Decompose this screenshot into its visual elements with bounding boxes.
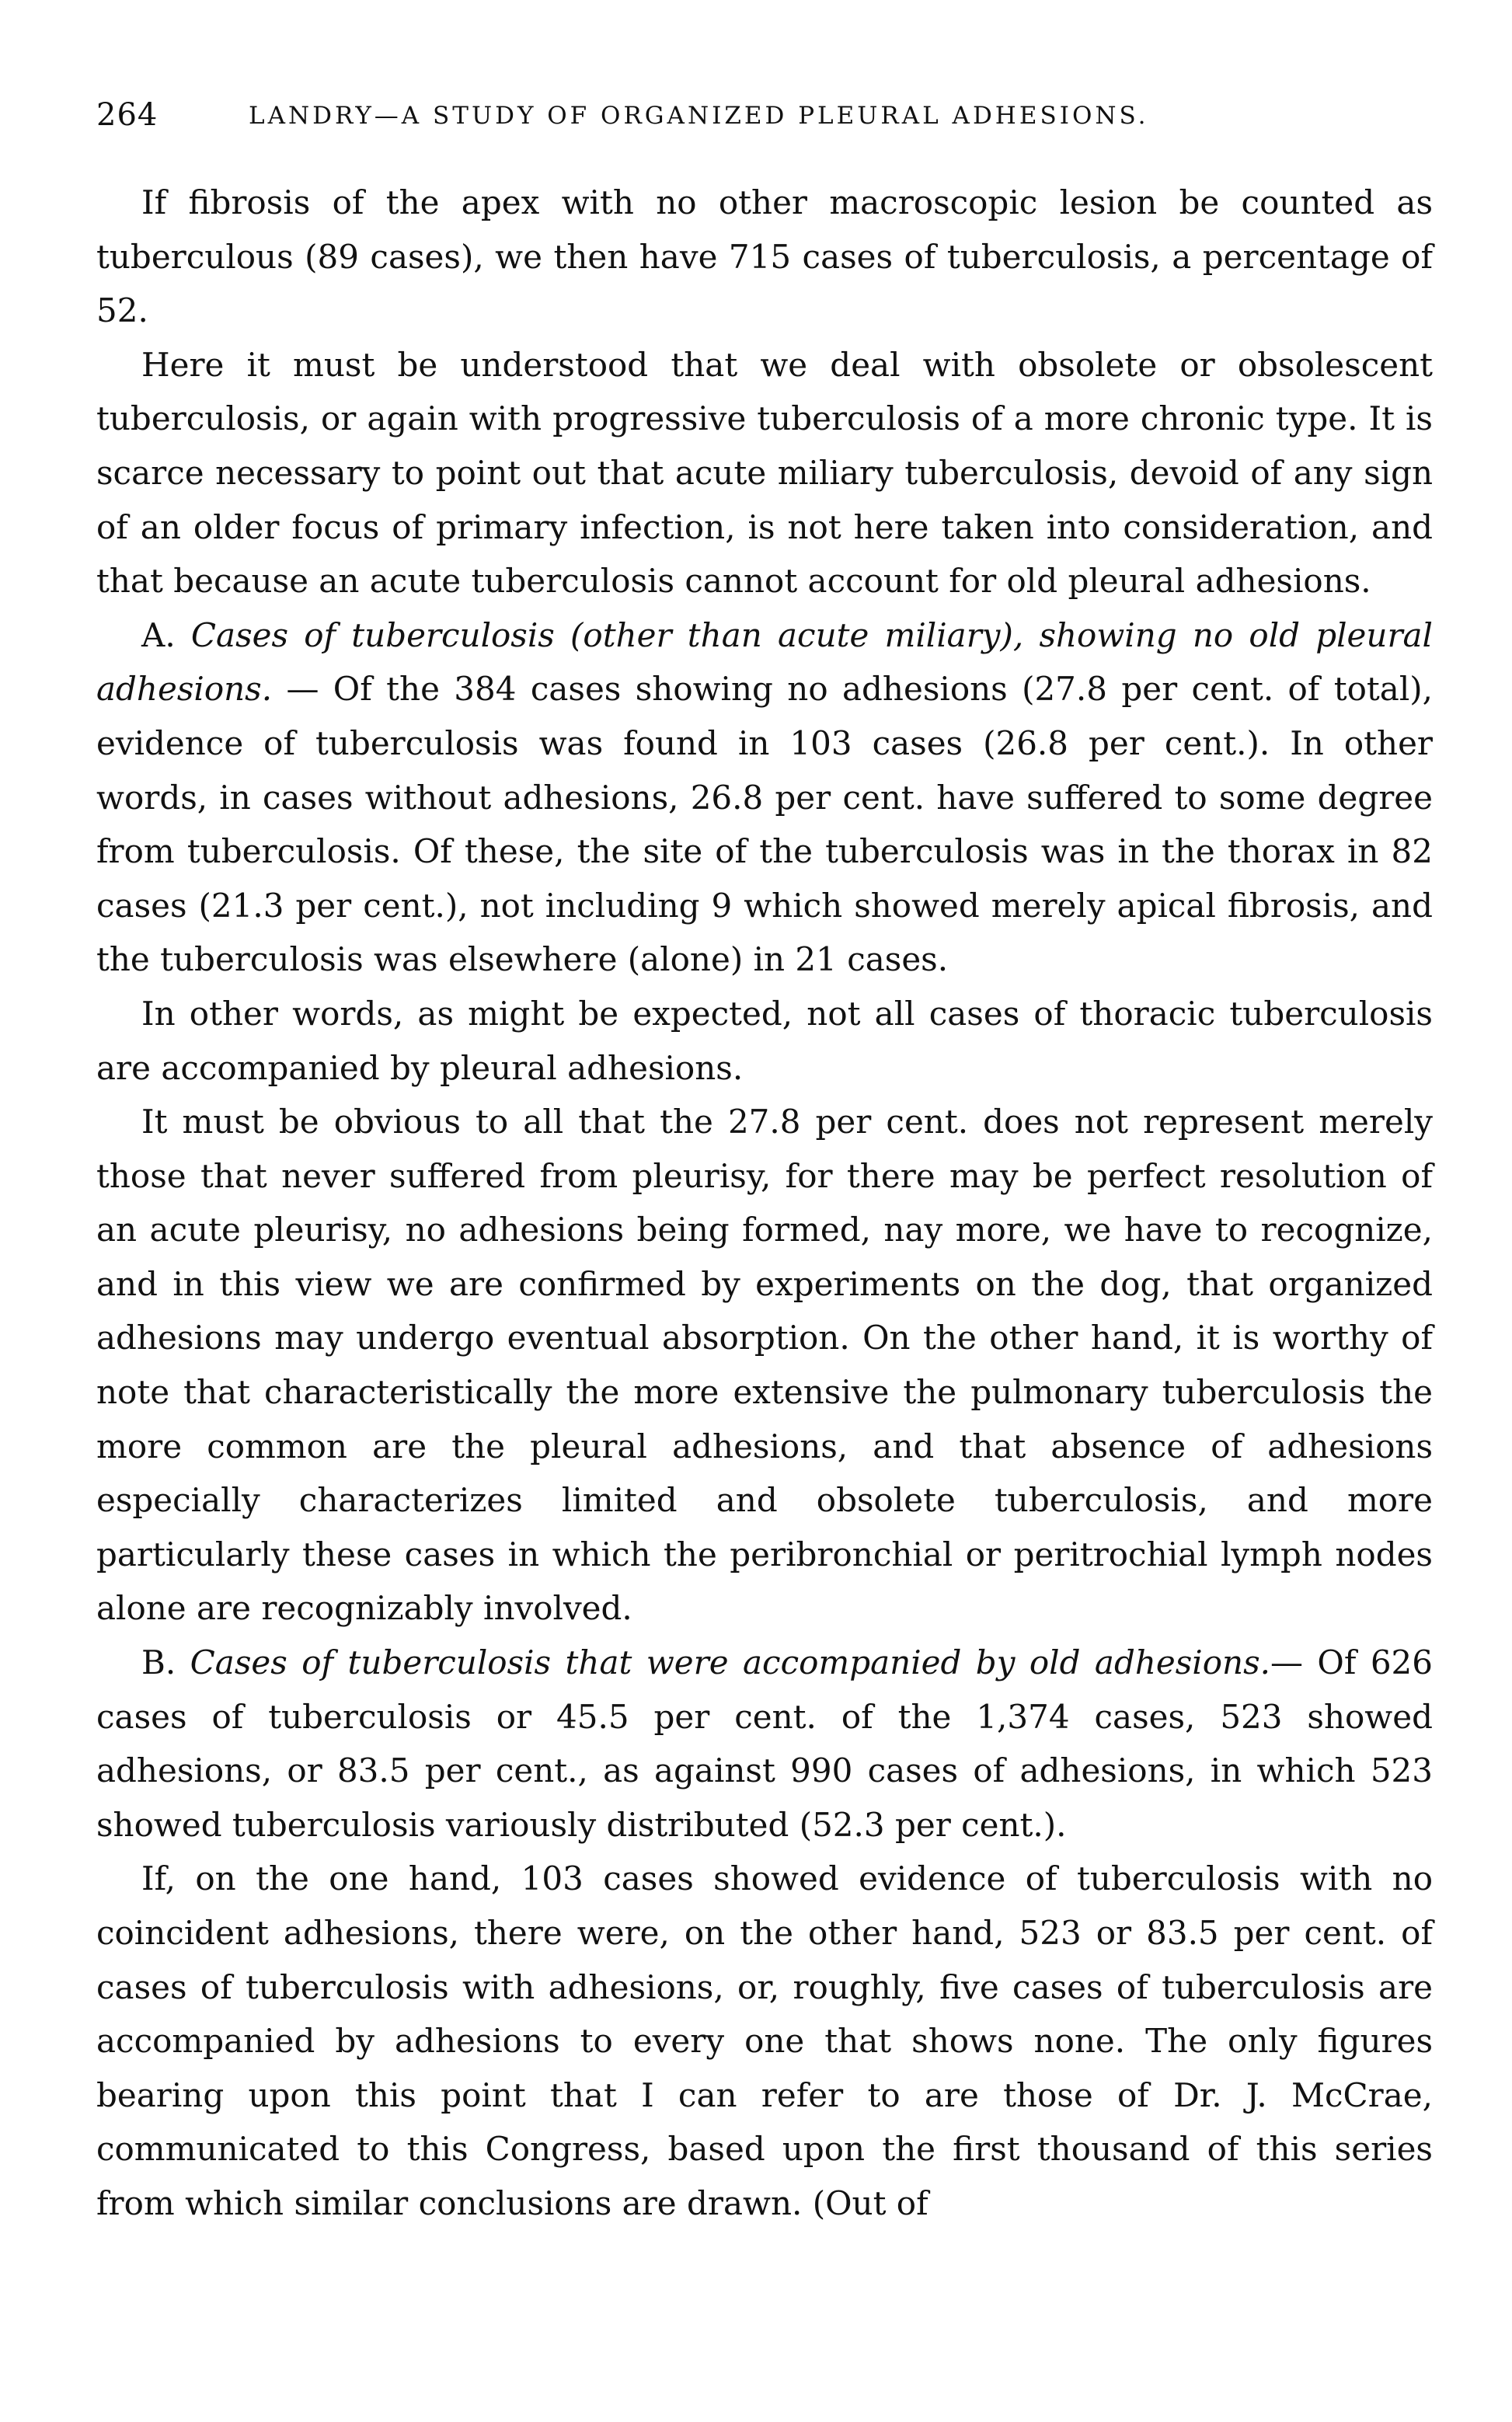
section-b-paragraph [96, 1636, 1433, 1852]
paragraph-mccrae-figures [96, 1852, 1433, 2230]
page-number: 264 [96, 97, 159, 133]
paragraph-text: If fibrosis of the apex with no other macroscopic lesion be counted as tuberculous (89 cases), we then have 715 cases of tuberculosis, a percentage of 52. [96, 183, 1433, 330]
paragraph-pleurisy-resolution [96, 1095, 1433, 1636]
paragraph-text: — Of the 384 cases showing no adhesions (27.8 per cent. of total), evidence of tuberculosis was found in 103 cases (26.8 per cent.). In other words, in cases without adhesions, 26.8 per cent. have suffered to some degree from tuberculosis. Of these, the site of the tuberculosis was in the thorax in 82 cases (21.3 per cent.), not including 9 which showed merely apical fibrosis, and the tuberculosis was elsewhere (alone) in 21 cases. [96, 670, 1433, 979]
running-head: LANDRY—A STUDY OF ORGANIZED PLEURAL ADHESIONS. [249, 102, 1149, 130]
paragraph-text: Here it must be understood that we deal with obsolete or obsolescent tuberculosis, or again with progressive tuberculosis of a more chronic type. It is scarce necessary to point out that acute miliary tuberculosis, devoid of any sign of an older focus of primary infection, is not here taken into consideration, and that because an acute tuberculosis cannot account for old pleural adhesions. [96, 345, 1433, 601]
paragraph-text: In other words, as might be expected, not all cases of thoracic tuberculosis are accompanied by pleural adhesions. [96, 994, 1433, 1087]
paragraph-obsolete-tuberculosis [96, 338, 1433, 608]
section-b-heading: Cases of tuberculosis that were accompanied by old adhesions. [190, 1643, 1270, 1682]
paragraph-text: — Of 626 cases of tuberculosis or 45.5 per cent. of the 1,374 cases, 523 showed adhesions, or 83.5 per cent., as against 990 cases of adhesions, in which 523 showed tuberculosis variously distributed (52.3 per cent.). [96, 1643, 1433, 1844]
section-a-heading: Cases of tuberculosis (other than acute miliary), showing no old pleural adhesions. [96, 615, 1433, 709]
page-header [96, 92, 1433, 138]
section-a-paragraph [96, 608, 1433, 987]
section-b-lead: B. [141, 1643, 176, 1682]
paragraph-text: It must be obvious to all that the 27.8 per cent. does not represent merely those that never suffered from pleurisy, for there may be perfect resolution of an acute pleurisy, no adhesions being formed, nay more, we have to recognize, and in this view we are confirmed by experiments on the dog, that organized adhesions may undergo eventual absorption. On the other hand, it is worthy of note that characteristically the more extensive the pulmonary tuberculosis the more common are the pleural adhesions, and that absence of adhesions especially characterizes limited and obsolete tuberculosis, and more particularly these cases in which the peribronchial or peritrochial lymph nodes alone are recognizably involved. [96, 1103, 1433, 1628]
paragraph-text: If, on the one hand, 103 cases showed evidence of tuberculosis with no coincident adhesions, there were, on the other hand, 523 or 83.5 per cent. of cases of tuberculosis with adhesions, or, roughly, five cases of tuberculosis are accompanied by adhesions to every one that shows none. The only figures bearing upon this point that I can refer to are those of Dr. J. McCrae, communicated to this Congress, based upon the first thousand of this series from which similar conclusions are drawn. (Out of [96, 1859, 1433, 2222]
body-text [96, 176, 1433, 2231]
paragraph-fibrosis-count [96, 176, 1433, 338]
section-a-lead: A. [141, 615, 176, 654]
paragraph-thoracic-tuberculosis [96, 987, 1433, 1095]
